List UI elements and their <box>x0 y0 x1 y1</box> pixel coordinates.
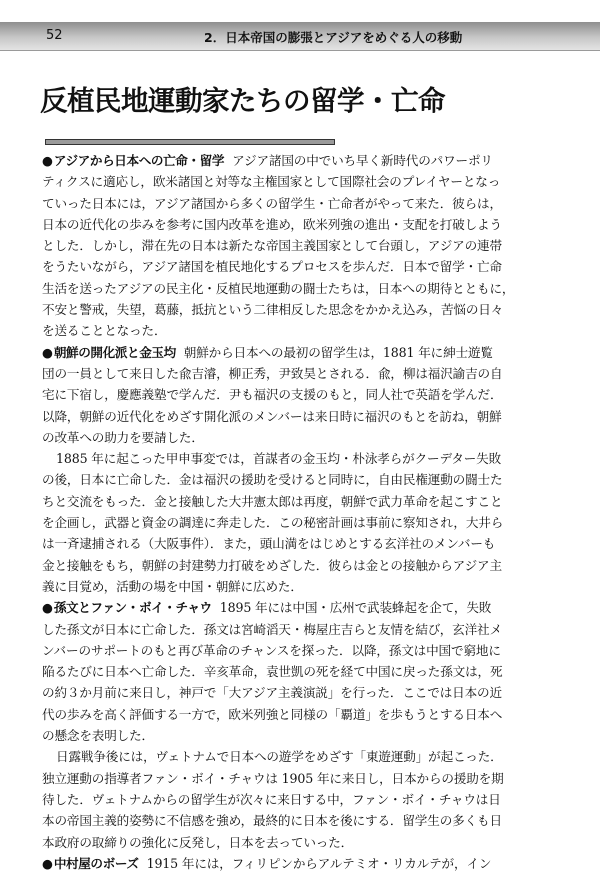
bullet-icon: ● <box>42 153 53 168</box>
text-line: ●アジアから日本への亡命・留学 アジア諸国の中でいち早く新時代のパワーポリ <box>42 153 493 168</box>
text-line: ティクスに適応し，欧米諸国と対等な主権国家として国際社会のプレイヤーとなっ <box>42 174 501 190</box>
text-line: をうたいながら，アジア諸国を植民地化するプロセスを歩んだ．日本で留学・亡命 <box>42 259 502 275</box>
section-heading: アジアから日本への亡命・留学 <box>53 153 225 168</box>
text-line: 陥るたびに日本へ亡命した．辛亥革命，袁世凱の死を経て中国に戻った孫文は，死 <box>42 664 503 680</box>
bullet-icon: ● <box>42 344 53 360</box>
text-line: 義に目覚め，活動の場を中国・朝鮮に広めた． <box>42 578 303 594</box>
text-line: は一斉逮捕される（大阪事件）．また，頭山満をはじめとする玄洋社のメンバーも <box>42 536 496 552</box>
section-heading: 中村屋のボーズ <box>53 855 139 871</box>
text-line: 生活を送ったアジアの民主化・反植民地運動の闘士たちは，日本への期待とともに， <box>42 280 515 296</box>
text-line: ていった日本には，アジア諸国から多くの留学生・亡命者がやって来た．彼らは， <box>42 195 502 211</box>
running-header <box>0 22 600 51</box>
text-line: した孫文が日本に亡命した．孫文は宮崎滔天・梅屋庄吉らと友情を結び，玄洋社メ <box>42 621 502 637</box>
text-line: 団の一員として来日した兪吉濬，柳正秀，尹致昊とされる．兪，柳は福沢諭吉の自 <box>42 365 503 381</box>
section-heading: 朝鮮の開化派と金玉均 <box>53 344 176 360</box>
text-line: 代の歩みを高く評価する一方で，欧米列強と同様の「覇道」を歩もうとする日本へ <box>42 706 503 722</box>
text-line: 不安と警戒，失望，葛藤，抵抗という二律相反した思念をかかえ込み，苦悩の日々 <box>42 302 504 318</box>
text-line: ●孫文とファン・ボイ・チャウ 1895 年には中国・広州で武装蜂起を企て，失敗 <box>42 600 492 616</box>
text-line: 本の帝国主義的姿勢に不信感を強め，最終的に日本を後にする．留学生の多くも日 <box>42 813 502 829</box>
text-line: とした．しかし，滞在先の日本は新たな帝国主義国家として台頭し，アジアの連帯 <box>42 238 502 254</box>
text-line: 金と接触をもち，朝鮮の封建勢力打破をめざした．彼らは金との接触からアジア主 <box>42 557 502 573</box>
title-underline-bar <box>45 139 335 145</box>
text-line: を企画し，武器と資金の調達に奔走した．この秘密計画は事前に察知され，大井ら <box>42 515 504 531</box>
text-line: の後，日本に亡命した．金は福沢の援助を受けると同時に，自由民権運動の闘士た <box>42 472 503 488</box>
text-line: ●中村屋のボーズ 1915 年には，フィリピンからアルテミオ・リカルテが，イン <box>42 855 492 871</box>
text-line: ●朝鮮の開化派と金玉均 朝鮮から日本への最初の留学生は，1881 年に紳士遊覧 <box>42 344 493 360</box>
text-line: 独立運動の指導者ファン・ボイ・チャウは 1905 年に来日し，日本からの援助を期 <box>42 770 504 786</box>
chapter-title: 2．日本帝国の膨張とアジアをめぐる人の移動 <box>204 30 463 45</box>
text-line: 日本の近代化の歩みを参考に国内改革を進め，欧米列強の進出・支配を打破しよう <box>42 216 502 232</box>
text-line: 以降，朝鮮の近代化をめざす開化派のメンバーは来日時に福沢のもとを訪ね，朝鮮 <box>42 408 502 424</box>
page-number: 52 <box>46 28 63 43</box>
bullet-icon: ● <box>42 600 53 616</box>
text-line: を送ることとなった． <box>42 323 167 339</box>
section-heading: 孫文とファン・ボイ・チャウ <box>53 600 212 616</box>
text-line: ンバーのサポートのもと再び革命のチャンスを探った．以降，孫文は中国で窮地に <box>42 642 501 658</box>
text-line: 宅に下宿し，慶應義塾で学んだ．尹も福沢の支援のもと，同人社で英語を学んだ． <box>42 387 503 403</box>
text-line: 待した．ヴェトナムからの留学生が次々に来日する中，ファン・ボイ・チャウは日 <box>42 791 501 807</box>
page-title: 反植民地運動家たちの留学・亡命 <box>40 85 445 117</box>
text-line: 1885 年に起こった甲申事変では，首謀者の金玉均・朴泳孝らがクーデター失敗 <box>56 451 502 467</box>
text-line: 日露戦争後には，ヴェトナムで日本への遊学をめざす「東遊運動」が起こった． <box>56 749 503 765</box>
body-text <box>42 150 557 874</box>
text-line: ちと交流をもった．金と接触した大井憲太郎は再度，朝鮮で武力革命を起こすこと <box>42 493 503 509</box>
text-line: の約３か月前に来日し，神戸で「大アジア主義演説」を行った．ここでは日本の近 <box>42 685 502 701</box>
text-line: 本政府の取締りの強化に反発し，日本を去っていった． <box>42 834 354 850</box>
bullet-icon: ● <box>42 855 53 871</box>
text-line: の改革への助力を要請した． <box>42 429 204 445</box>
text-line: の懸念を表明した． <box>42 728 154 744</box>
